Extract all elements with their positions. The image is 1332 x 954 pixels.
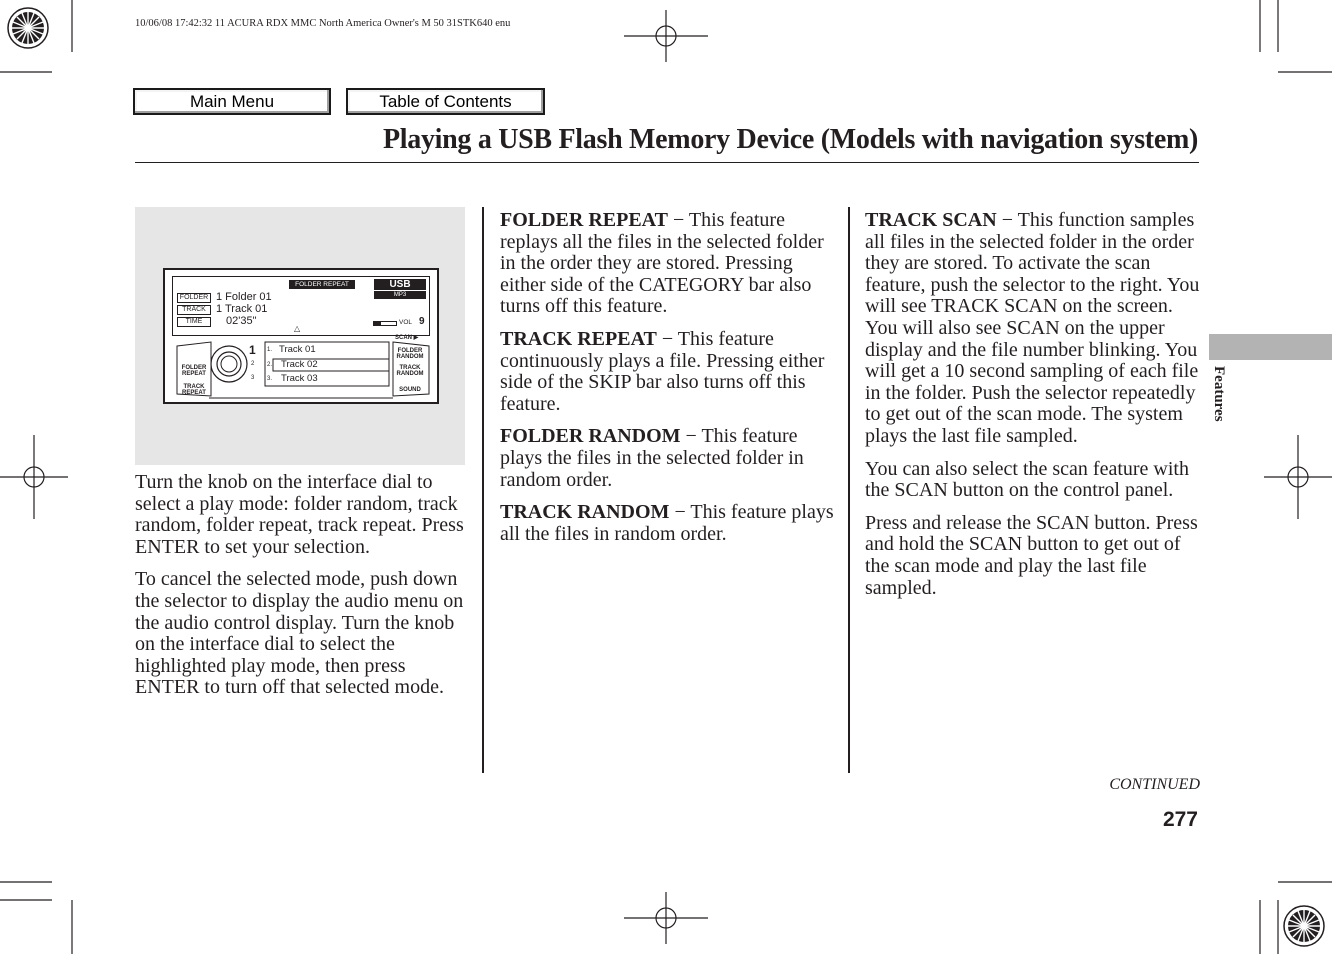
main-menu-button[interactable]: Main Menu — [133, 88, 331, 115]
feature-description: FOLDER RANDOM − This feature plays the files in the selected folder in random order. — [500, 425, 804, 491]
feature-term: FOLDER RANDOM — [500, 425, 681, 448]
feature-term: TRACK REPEAT — [500, 327, 657, 350]
column-divider — [482, 207, 484, 773]
track-value: 1 Track 01 — [216, 303, 268, 315]
feature-description: TRACK REPEAT − This feature continuously plays a file. Pressing either side of the SKIP bar also turns off this feature. — [500, 327, 825, 415]
folder-random-button: FOLDER RANDOM — [396, 348, 424, 360]
column-2 — [500, 210, 835, 556]
feature-description: TRACK RANDOM − This feature plays all the files in random order. — [500, 501, 834, 545]
track-label: TRACK — [177, 305, 211, 315]
track-list-item: Track 03 — [281, 373, 318, 384]
track-list-num: 2. — [267, 362, 273, 368]
volume-value: 9 — [419, 316, 425, 327]
volume-label: VOL — [399, 319, 413, 326]
page-title: Playing a USB Flash Memory Device (Models with navigation system) — [383, 124, 1198, 155]
folder-repeat-button: FOLDER REPEAT — [181, 365, 207, 377]
format-badge: MP3 — [374, 291, 426, 299]
source-badge: USB — [374, 279, 426, 290]
volume-bar — [373, 321, 397, 326]
section-tab-label: Features — [1211, 366, 1227, 422]
feature-term: TRACK SCAN — [865, 209, 997, 231]
feature-term: TRACK RANDOM — [500, 501, 670, 524]
time-label: TIME — [177, 317, 211, 327]
time-value: 02'35" — [226, 315, 257, 327]
title-divider — [135, 162, 1199, 163]
folder-value: 1 Folder 01 — [216, 291, 272, 303]
column-divider — [848, 207, 850, 773]
print-header: 10/06/08 17:42:32 11 ACURA RDX MMC North America Owner's M 50 31STK640 enu — [135, 18, 511, 29]
paragraph: You can also select the scan feature with the SCAN button on the control panel. — [865, 457, 1189, 502]
page-number: 277 — [1162, 808, 1198, 831]
track-list-item: Track 01 — [279, 344, 316, 355]
column-1 — [135, 472, 471, 710]
warning-triangle-icon: △ — [294, 324, 301, 333]
paragraph: To cancel the selected mode, push down the selector to display the audio menu on the audio control display. Turn the knob on the interface dial to select the highlighted play mode, then press ENTER to turn off that selected mode. — [135, 568, 464, 699]
track-list-item: Track 02 — [281, 359, 318, 370]
table-of-contents-button[interactable]: Table of Contents — [346, 88, 545, 115]
scan-label: SCAN ▶ — [395, 335, 419, 341]
track-random-button: TRACK RANDOM — [396, 365, 424, 377]
feature-term: FOLDER REPEAT — [500, 209, 668, 231]
track-list-num: 3. — [267, 376, 273, 382]
folder-label: FOLDER — [177, 293, 211, 303]
column-3 — [865, 210, 1201, 610]
feature-description: FOLDER REPEAT − This feature replays all the files in the selected folder in the order they are stored. Pressing either side of the CATEGORY bar also turns off this feature. — [500, 209, 824, 318]
mode-badge: FOLDER REPEAT — [289, 280, 355, 289]
track-list-num: 1. — [267, 347, 273, 353]
continued-label: CONTINUED — [1109, 776, 1200, 793]
section-tab — [1209, 334, 1332, 360]
knob-position-3: 3 — [251, 375, 255, 381]
knob-position-2: 2 — [251, 361, 255, 367]
selector-number: 1 — [249, 343, 256, 357]
paragraph: Press and release the SCAN button. Press and hold the SCAN button to get out of the scan mode and play the last file sampled. — [865, 511, 1198, 599]
track-repeat-button: TRACK REPEAT — [182, 384, 206, 396]
paragraph: Turn the knob on the interface dial to select a play mode: folder random, track random, folder repeat, track repeat. Press ENTER to set your selection. — [135, 471, 464, 558]
sound-button: SOUND — [399, 387, 421, 393]
audio-control-display — [163, 268, 439, 404]
feature-description: TRACK SCAN − This function samples all files in the selected folder in the order they are stored. To activate the scan feature, push the selector to the right. You will see TRACK SCAN on the screen. You will also see SCAN on the upper display and the file number blinking. You will get a 10 second sampling of each file in the folder. Push the selector repeatedly to get out of the scan mode. The system plays the last file sampled. — [865, 209, 1200, 447]
